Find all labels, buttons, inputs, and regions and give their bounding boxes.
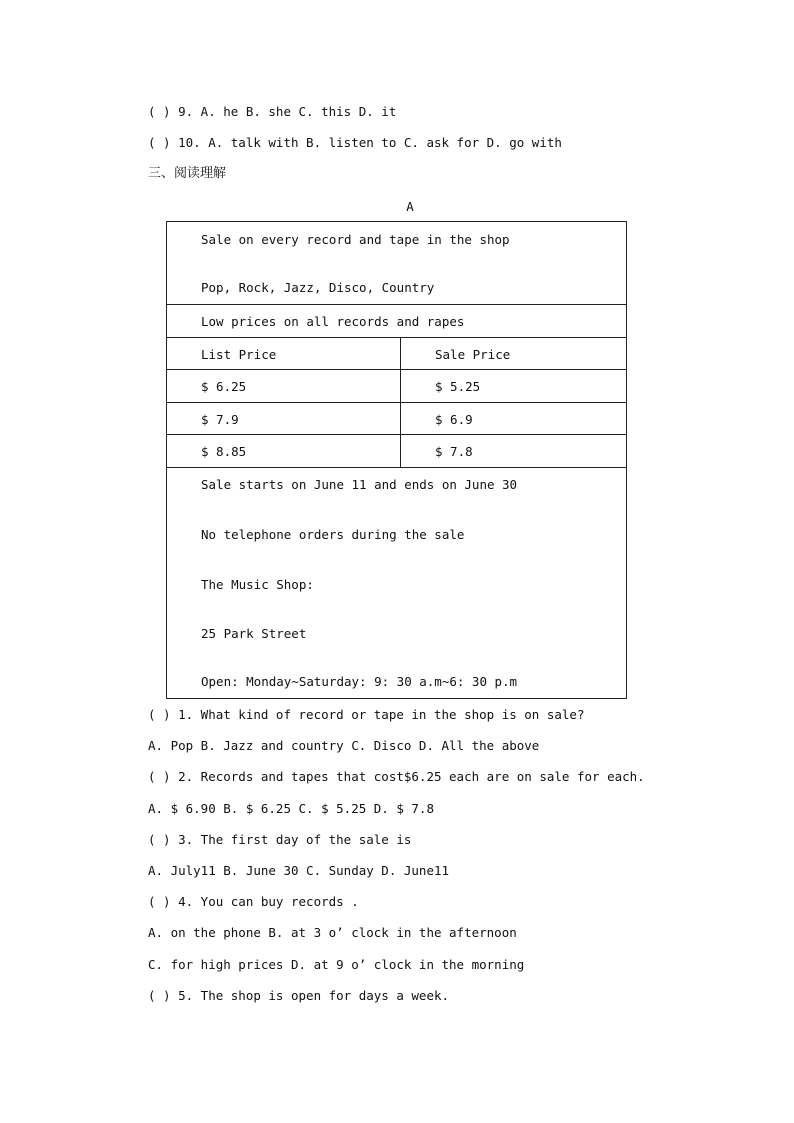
notice-footer-line: The Music Shop:: [201, 577, 314, 592]
passage-label: A: [406, 199, 414, 214]
notice-footer-line: 25 Park Street: [201, 626, 307, 641]
question-line: ( ) 4. You can buy records .: [148, 894, 359, 909]
table-cell-list-price: $ 8.85: [201, 444, 247, 459]
table-cell-sale-price: $ 7.8: [435, 444, 473, 459]
notice-intro-line: Sale on every record and tape in the shop: [201, 232, 510, 247]
question-options: C. for high prices D. at 9 o’ clock in the morning: [148, 957, 525, 972]
notice-intro-line: Pop, Rock, Jazz, Disco, Country: [201, 280, 435, 295]
notice-low-prices: Low prices on all records and rapes: [201, 314, 465, 329]
question-9: ( ) 9. A. he B. she C. this D. it: [148, 104, 397, 119]
question-options: A. Pop B. Jazz and country C. Disco D. All the above: [148, 738, 540, 753]
divider: [166, 434, 627, 435]
question-options: A. $ 6.90 B. $ 6.25 C. $ 5.25 D. $ 7.8: [148, 801, 434, 816]
question-line: ( ) 5. The shop is open for days a week.: [148, 988, 450, 1003]
question-line: ( ) 2. Records and tapes that cost$6.25 each are on sale for each.: [148, 769, 645, 784]
question-options: A. July11 B. June 30 C. Sunday D. June11: [148, 863, 450, 878]
table-cell-list-price: $ 7.9: [201, 412, 239, 427]
question-line: ( ) 1. What kind of record or tape in the shop is on sale?: [148, 707, 585, 722]
table-cell-sale-price: $ 5.25: [435, 379, 481, 394]
notice-footer-line: Sale starts on June 11 and ends on June 30: [201, 477, 518, 492]
divider: [166, 337, 627, 338]
section-heading: 三、阅读理解: [148, 166, 227, 181]
divider: [166, 369, 627, 370]
table-cell-list-price: $ 6.25: [201, 379, 247, 394]
question-options: A. on the phone B. at 3 o’ clock in the afternoon: [148, 925, 517, 940]
question-line: ( ) 3. The first day of the sale is: [148, 832, 412, 847]
column-divider: [400, 337, 401, 467]
notice-footer-line: Open: Monday~Saturday: 9: 30 a.m~6: 30 p.m: [201, 674, 518, 689]
table-header-list-price: List Price: [201, 347, 277, 362]
question-10: ( ) 10. A. talk with B. listen to C. ask for D. go with: [148, 135, 562, 150]
divider: [166, 304, 627, 305]
notice-footer-line: No telephone orders during the sale: [201, 527, 465, 542]
table-cell-sale-price: $ 6.9: [435, 412, 473, 427]
divider: [166, 402, 627, 403]
divider: [166, 467, 627, 468]
table-header-sale-price: Sale Price: [435, 347, 511, 362]
